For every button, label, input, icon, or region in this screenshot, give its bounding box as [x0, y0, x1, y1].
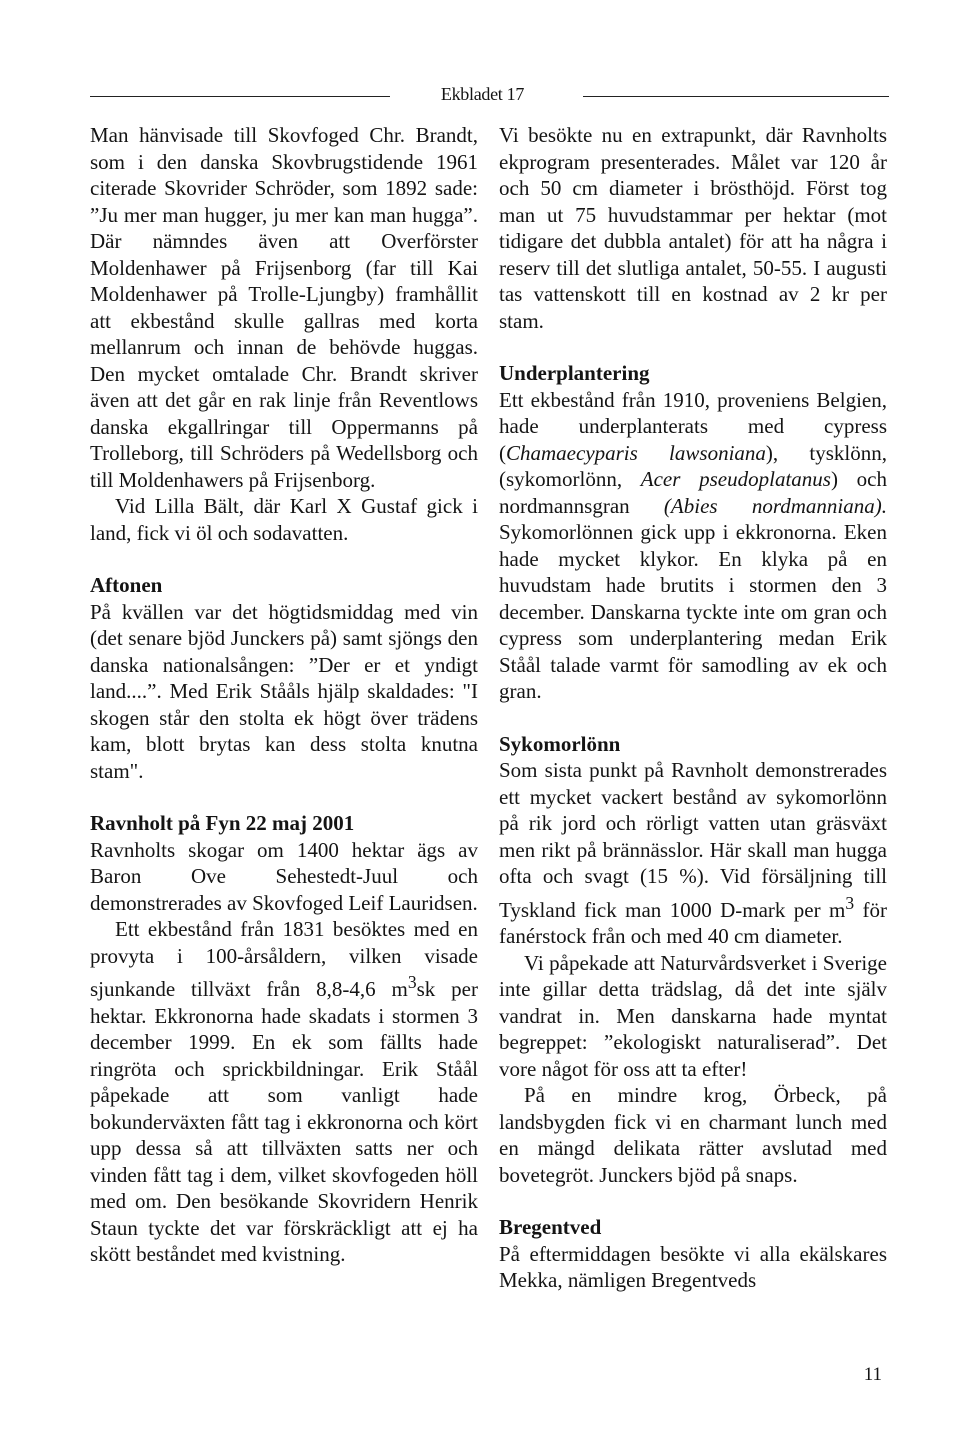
running-header [0, 82, 960, 112]
paragraph-ekbestand-1831 [90, 916, 478, 1268]
page-number: 11 [863, 1364, 882, 1385]
species-name: Chamaecyparis lawsoniana [506, 440, 766, 465]
text-run: ), tysklönn, (sykomorlönn, [499, 440, 887, 491]
paragraph-lilla-balt: Vid Lilla Bält, där Karl X Gustaf gick i land, fick vi öl och sodavatten. [90, 494, 478, 545]
heading-aftonen: Aftonen [90, 573, 163, 597]
paragraph-aftonen: På kvällen var det högtidsmiddag med vin (det senare bjöd Junckers på) samt sjöngs den danska nationalsången: ”Der er et yndigt land....”. Med Erik Stååls hjälp skaldades: "I skogen står den stolta ek högt över trädens kam, blott brytas kan dess stolta knutna stam". [90, 599, 478, 783]
paragraph-ravnholt-intro: Ravnholts skogar om 1400 hektar ägs av Baron Ove Sehestedt-Juul och demonstrerades av Skovfoged Leif Lauridsen. [90, 837, 478, 915]
text-run: för fanérstock från och med 40 cm diameter. [499, 897, 887, 948]
header-rule-right [583, 96, 889, 97]
paragraph-sykomorlonn [499, 757, 887, 950]
text-run: Ett ekbestånd från 1910, proveniens Belgien, hade underplanterats med cypress ( [499, 387, 887, 465]
heading-sykomorlonn: Sykomorlönn [499, 731, 621, 756]
text-run: Som sista punkt på Ravnholt demonstrerades ett mycket vackert bestånd av sykomorlönn på rik jord och rörligt vatten utan gräsväxt men rikt på brännässlor. Här skall man hugga ofta och svagt (15 %). Vid försäljning till Tyskland fick man 1000 D-mark per m [499, 758, 887, 922]
text-run: Ett ekbestånd från 1831 besöktes med en provyta i 100-årsåldern, vilken visade sjunkande tillväxt från 8,8-4,6 m [90, 917, 478, 1001]
species-name: Acer pseudoplatanus [640, 467, 831, 491]
heading-underplantering: Underplantering [499, 361, 650, 385]
header-title: Ekbladet 17 [440, 84, 525, 104]
spacer [499, 1188, 887, 1214]
spacer [499, 334, 887, 360]
paragraph-chr-brandt: Man hänvisade till Skovfoged Chr. Brandt, som i den danska Skovbrugstidende 1961 citerade Skovrider Schröder, som 1892 sade: ”Ju mer man hugger, ju mer kan man hugga”. Där nämndes även att Overförster Moldenhawer på Frijsenborg (far till Kai Moldenhawer på Trolle-Ljungby) framhållit att ekbestånd skulle gallras med korta mellanrum och innan de behövde huggas. Den mycket omtalade Chr. Brandt skriver även att det går en rak linje från Reventlows danska ekgallringar till Oppermanns på Trolleborg, till Schröders på Wedellsborg och till Moldenhawers på Frijsenborg. [90, 123, 478, 492]
text-run: ) och nordmannsgran [499, 467, 887, 518]
paragraph-bregentved: På eftermiddagen besökte vi alla ekälskares Mekka, nämligen Bregentveds [499, 1241, 887, 1292]
species-name: (Abies nordmanniana). [663, 493, 887, 518]
text-run: Sykomorlönnen gick upp i ekkronorna. Eken hade mycket klykor. En klyka på en huvudstam hade brutits i stormen den 3 december. Danskarna tyckte inte om gran och cypress som underplantering medan Erik Ståål talade varmt för samodling av ek och gran. [499, 520, 887, 703]
superscript: 3 [845, 892, 855, 913]
heading-ravnholt: Ravnholt på Fyn 22 maj 2001 [90, 811, 355, 835]
paragraph-extrapunkt: Vi besökte nu en extrapunkt, där Ravnholts ekprogram presenterades. Målet var 120 år och 50 cm diameter i brösthöjd. Först tog man ut 75 huvudstammar per hektar (mot tidigare det dubbla antalet) för att ha några i reserv till det slutliga antalet, 50-55. I augusti tas vattenskott till en kostnad av 2 kr per stam. [499, 123, 887, 333]
right-column [499, 122, 887, 1294]
spacer [90, 784, 478, 810]
text-run: sk per hektar. Ekkronorna hade skadats i stormen 3 december 1999. En ek som fällts hade ringröta och sprickbildningar. Erik Ståål påpekade att som vanligt hade bokunderväxten fått tag i ekkronorna och kört upp dessa så att tillväxten satts ner och vinden fått tag i dem, vilket skovfogeden höll med om. Den besökande Skovridern Henrik Staun tyckte det var förskräckligt att ej ha skött beståndet med kvistning. [90, 977, 478, 1266]
paragraph-orbeck: På en mindre krog, Örbeck, på landsbygden fick vi en charmant lunch med en mängd delikata rätter avslutad med bovetegröt. Junckers bjöd på snaps. [499, 1083, 887, 1187]
header-rule-left [90, 96, 390, 97]
spacer [499, 705, 887, 731]
heading-bregentved: Bregentved [499, 1215, 602, 1239]
paragraph-naturvardsverket: Vi påpekade att Naturvårdsverket i Sverige inte gillar detta trädslag, då det inte själv vandrat in. Men danskarna hade myntat begreppet: ”ekologiskt naturaliserad”. Det vore något för oss att ta efter! [499, 950, 887, 1081]
paragraph-underplantering [499, 387, 887, 705]
left-column [90, 122, 478, 1268]
superscript: 3 [407, 972, 417, 992]
spacer [90, 546, 478, 572]
